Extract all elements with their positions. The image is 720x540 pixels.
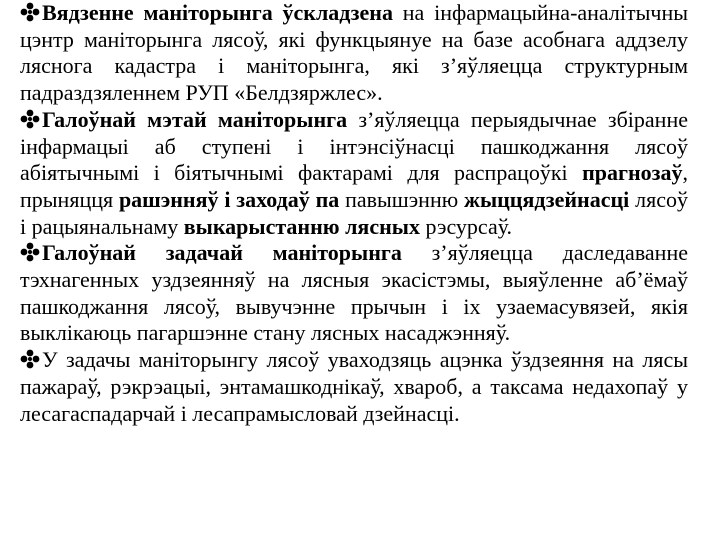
diamond-bullet-icon bbox=[20, 349, 40, 369]
diamond-bullet-icon bbox=[20, 242, 40, 262]
paragraph-text: , прыняцця bbox=[20, 160, 688, 212]
paragraph-tasks-list bbox=[20, 347, 688, 427]
emphasis-text: выкарыстанню лясных bbox=[183, 213, 420, 239]
diamond-bullet-icon bbox=[20, 109, 40, 129]
paragraph-responsibility bbox=[20, 0, 688, 107]
paragraph-text: У задачы маніторынгу лясоў уваходзяць ацэнка ўздзеяння на лясы пажараў, рэкрэацыі, энтамашкоднікаў, хвароб, а таксама недахопаў у лесагаспадарчай і лесапрамысловай дзейнасці. bbox=[20, 347, 688, 426]
diamond-bullet-icon bbox=[20, 2, 40, 22]
document-body bbox=[20, 0, 688, 427]
paragraph-text: рэсурсаў. bbox=[419, 213, 513, 239]
paragraph-main-task bbox=[20, 240, 688, 347]
emphasis-text: прагнозаў bbox=[582, 160, 683, 186]
emphasis-text: рашэнняў і заходаў па bbox=[118, 186, 340, 212]
paragraph-text: павышэнню bbox=[339, 186, 464, 212]
paragraph-main-goal bbox=[20, 107, 688, 241]
paragraph-text: на інфармацыйна-аналітычны цэнтр маніторынга лясоў, які функцыянуе на базе асобнага аддзелу ляснога кадастра і маніторынга, які з’яўляецца структурным падраздзяленнем РУП «Белдзяржлес». bbox=[20, 0, 688, 106]
paragraph-text: з’яўляецца перыядычнае збіранне інфармацыі аб ступені і інтэнсіўнасці пашкоджання лясоў абіятычнымі і біятычнымі фактарамі для распрацоўкі bbox=[20, 106, 688, 186]
paragraph-lead: Галоўнай мэтай маніторынга bbox=[42, 106, 348, 132]
paragraph-text: лясоў і рацыянальнаму bbox=[20, 186, 688, 239]
paragraph-text: з’яўляецца даследаванне тэхнагенных уздзеянняў на лясныя экасістэмы, выяўленне аб’ёмаў пашкоджання лясоў, вывучэнне прычын і іх узаемасувязей, якія выклікаюць пагаршэнне стану лясных насаджэнняў. bbox=[20, 240, 688, 346]
paragraph-lead: Вядзенне маніторынга ўскладзена bbox=[42, 0, 393, 25]
paragraph-lead: Галоўнай задачай маніторынга bbox=[42, 240, 402, 266]
emphasis-text: жыццядзейнасці bbox=[464, 186, 630, 212]
